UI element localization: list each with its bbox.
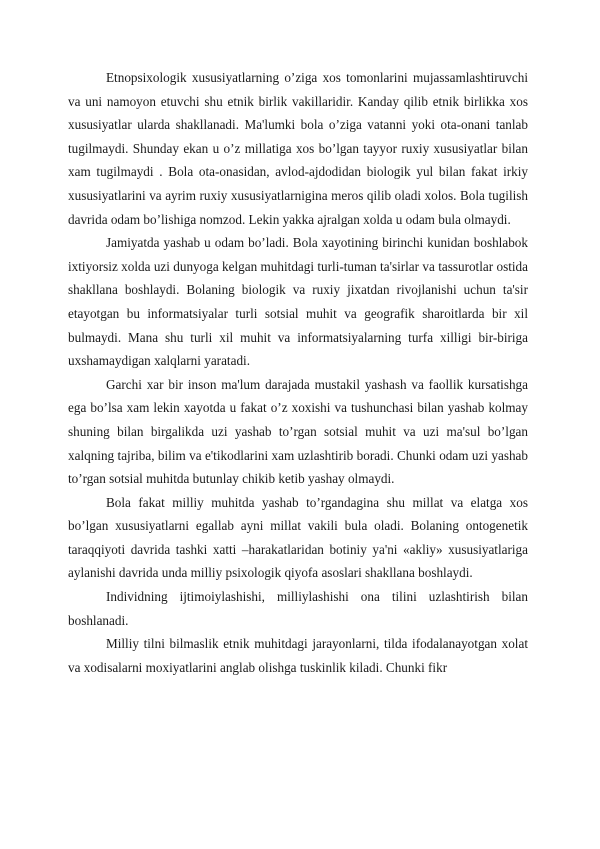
body-text [68, 66, 528, 679]
paragraph-5: Individning ijtimoiylashishi, milliylashishi ona tilini uzlashtirish bilan boshlanadi. [68, 589, 528, 628]
paragraph-6: Milliy tilni bilmaslik etnik muhitdagi jarayonlarni, tilda ifodalanayotgan xolat va xodisalarni moxiyatlarini anglab olishga tuskinlik kiladi. Chunki fikr [68, 636, 528, 675]
paragraph-3: Garchi xar bir inson ma'lum darajada mustakil yashash va faollik kursatishga ega bo’lsa xam lekin xayotda u fakat o’z xoxishi va tushunchasi bilan yashab kolmay shuning bilan birgalikda uzi yashab to’rgan sotsial muhit va uzi ma'sul bo’lgan xalqning tajriba, bilim va e'tikodlarini xam uzlashtirib boradi. Chunki odam uzi yashab to’rgan sotsial muhitda butunlay chikib ketib yashay olmaydi. [68, 376, 528, 487]
paragraph-4: Bola fakat milliy muhitda yashab to’rgandagina shu millat va elatga xos bo’lgan xususiyatlarni egallab ayni millat vakili bula oladi. Bolaning ontogenetik taraqqiyoti davrida tashki xatti –harakatlaridan botiniy ya'ni «akliy» xususiyatlariga aylanishi davrida unda milliy psixologik qiyofa asoslari shakllana boshlaydi. [68, 494, 528, 581]
paragraph-1: Etnopsixologik xususiyatlarning o’ziga xos tomonlarini mujassamlashtiruvchi va uni namoyon etuvchi shu etnik birlik vakillaridir. Kanday qilib etnik birlikka xos xususiyatlar ularda shakllanadi. Ma'lumki bola o’ziga vatanni yoki ota-onani tanlab tugilmaydi. Shunday ekan u o’z millatiga xos bo’lgan tayyor ruxiy xususiyatlar bilan xam tugilmaydi . Bola ota-onasidan, avlod-ajdodidan biologik yul bilan fakat irkiy xususiyatlarini va ayrim ruxiy xususiyatlarnigina meros qilib oladi xolos. Bola tugilish davrida odam bo’lishiga nomzod. Lekin yakka ajralgan xolda u odam bula olmaydi. [68, 70, 528, 227]
paragraph-2: Jamiyatda yashab u odam bo’ladi. Bola xayotining birinchi kunidan boshlabok ixtiyorsiz xolda uzi dunyoga kelgan muhitdagi turli-tuman ta'sirlar va tassurotlar ostida shakllana boshlaydi. Bolaning biologik va ruxiy jixatdan rivojlanishi uchun ta'sir etayotgan bu informatsiyalar turli sotsial muhit va geografik sharoitlarda bir xil bulmaydi. Mana shu turli xil muhit va informatsiyalarning turfa xilligi bir-biriga uxshamaydigan xalqlarni yaratadi. [68, 235, 528, 369]
